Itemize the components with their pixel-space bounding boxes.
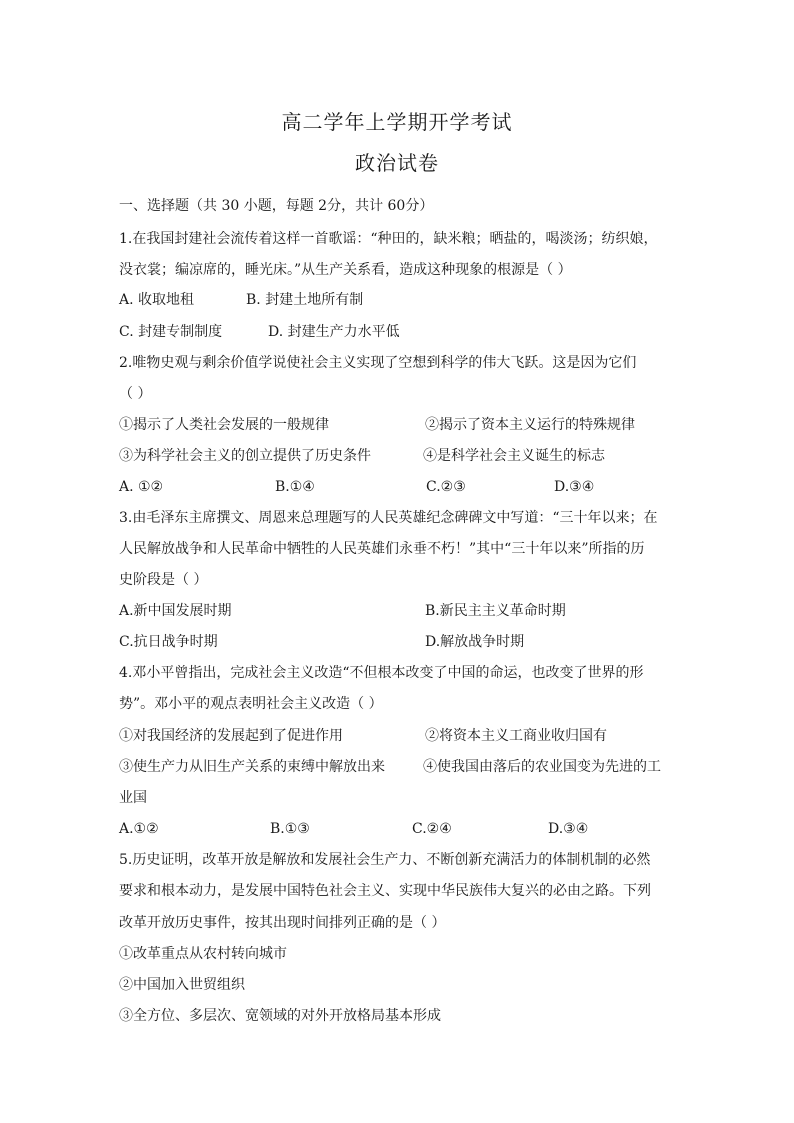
q2-statement-3: ③为科学社会主义的创立提供了历史条件 (119, 448, 371, 464)
q4-option-d: D.③④ (548, 821, 589, 837)
q4-stem-line2: 势”。邓小平的观点表明社会主义改造（ ） (119, 696, 383, 712)
q1-stem-line1: 1.在我国封建社会流传着这样一首歌谣：“种田的，缺米粮；晒盐的，喝淡汤；纺织娘， (119, 231, 658, 247)
q2-statement-4: ④是科学社会主义诞生的标志 (423, 448, 605, 464)
q3-stem-line2: 人民解放战争和人民革命中牺牲的人民英雄们永垂不朽！”其中“三十年以来”所指的历 (119, 541, 645, 557)
q4-statement-1: ①对我国经济的发展起到了促进作用 (119, 728, 343, 744)
q1-stem-line2: 没衣裳；编凉席的，睡光床。”从生产关系看，造成这种现象的根源是（ ） (119, 262, 572, 278)
q1-option-c: C. 封建专制制度 (119, 324, 223, 340)
q1-option-b: B. 封建土地所有制 (246, 292, 364, 308)
q5-statement-2: ②中国加入世贸组织 (119, 977, 245, 993)
q4-statement-3: ③使生产力从旧生产关系的束缚中解放出来 (119, 759, 385, 775)
q3-option-a: A.新中国发展时期 (119, 603, 232, 619)
exam-subtitle: 政治试卷 (355, 151, 439, 175)
q3-option-c: C.抗日战争时期 (119, 634, 218, 650)
q4-option-b: B.①③ (270, 821, 310, 837)
q2-statement-2: ②揭示了资本主义运行的特殊规律 (425, 417, 635, 433)
q5-stem-line3: 改革开放历史事件，按其出现时间排列正确的是（ ） (119, 915, 446, 931)
q2-option-d: D.③④ (554, 479, 595, 495)
section-heading: 一、选择题（共 30 小题，每题 2分，共计 60分） (119, 198, 434, 214)
q2-stem-line1: 2.唯物史观与剩余价值学说使社会主义实现了空想到科学的伟大飞跃。这是因为它们 (119, 355, 637, 371)
q2-option-c: C.②③ (426, 479, 466, 495)
q3-option-b: B.新民主主义革命时期 (425, 603, 566, 619)
q5-statement-3: ③全方位、多层次、宽领域的对外开放格局基本形成 (119, 1008, 441, 1024)
q3-stem-line1: 3.由毛泽东主席撰文、周恩来总理题写的人民英雄纪念碑碑文中写道：“三十年以来；在 (119, 510, 658, 526)
q5-stem-line1: 5.历史证明，改革开放是解放和发展社会生产力、不断创新充满活力的体制机制的必然 (119, 852, 651, 868)
q4-statement-2: ②将资本主义工商业收归国有 (425, 728, 607, 744)
q4-option-a: A.①② (119, 821, 159, 837)
q3-stem-line3: 史阶段是（ ） (119, 572, 208, 588)
exam-title: 高二学年上学期开学考试 (281, 110, 513, 134)
q2-option-b: B.①④ (275, 479, 315, 495)
q4-statement-4-cont: 业国 (119, 790, 147, 806)
q5-stem-line2: 要求和根本动力，是发展中国特色社会主义、实现中华民族伟大复兴的必由之路。下列 (119, 883, 651, 899)
q1-option-a: A. 收取地租 (119, 292, 195, 308)
q2-option-a: A. ①② (119, 479, 164, 495)
q2-statement-1: ①揭示了人类社会发展的一般规律 (119, 417, 329, 433)
q3-option-d: D.解放战争时期 (425, 634, 525, 650)
q5-statement-1: ①改革重点从农村转向城市 (119, 946, 287, 962)
q4-statement-4: ④使我国由落后的农业国变为先进的工 (423, 759, 661, 775)
q4-option-c: C.②④ (412, 821, 452, 837)
q4-stem-line1: 4.邓小平曾指出，完成社会主义改造“不但根本改变了中国的命运，也改变了世界的形 (119, 665, 644, 681)
q2-stem-line2: （ ） (119, 386, 152, 402)
q1-option-d: D. 封建生产力水平低 (268, 324, 400, 340)
